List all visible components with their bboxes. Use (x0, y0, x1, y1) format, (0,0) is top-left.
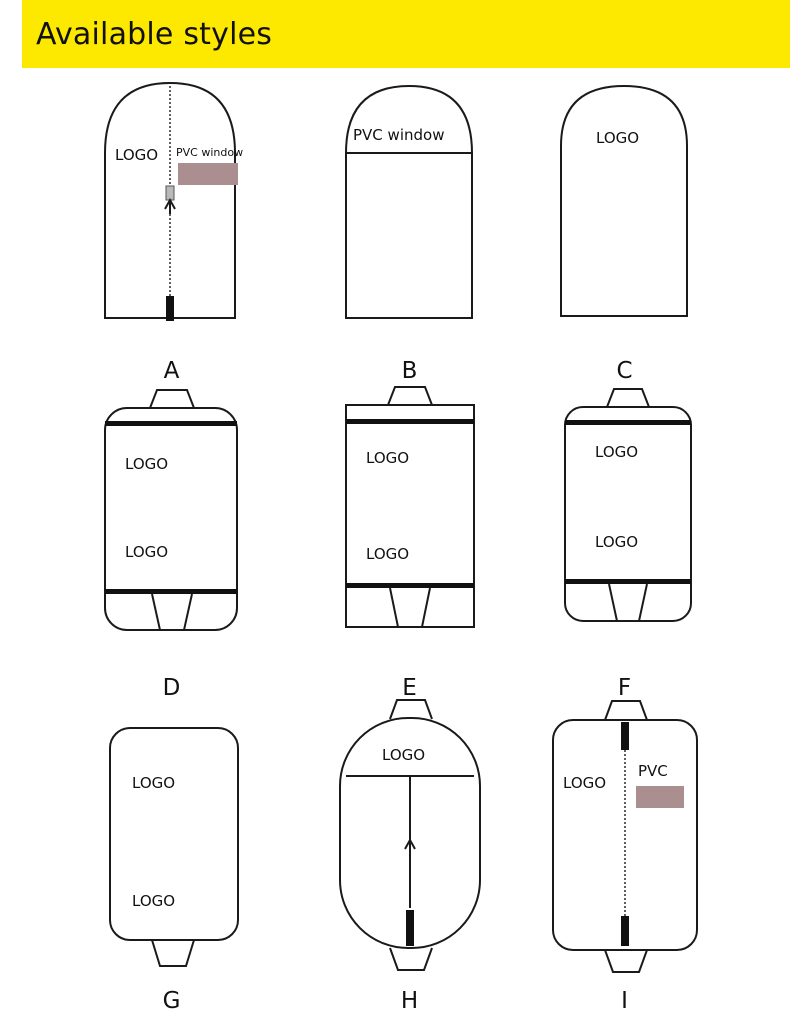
figure-f-logo-label-1: LOGO (595, 443, 639, 461)
figure-e-caption: E (402, 675, 417, 701)
style-cell-f (493, 385, 756, 707)
figure-f-caption: F (617, 675, 632, 701)
figure-g-logo-label-2: LOGO (132, 892, 176, 910)
figure-i-logo-label: LOGO (563, 774, 607, 792)
figure-e-logo-label-1: LOGO (366, 449, 410, 467)
figure-i (493, 698, 756, 978)
figure-a (40, 68, 303, 348)
figure-a-pvc-label: PVC window (176, 146, 244, 159)
figure-d (40, 385, 303, 665)
figure-i-pvc-label: PVC (638, 762, 668, 780)
figure-a-caption: A (163, 358, 180, 384)
style-cell-a (40, 68, 303, 390)
figure-d-logo-label-1: LOGO (125, 455, 169, 473)
figure-g-caption: G (162, 988, 181, 1014)
figure-c-logo-label: LOGO (596, 129, 640, 147)
figure-g (40, 698, 303, 978)
styles-grid (0, 68, 790, 1035)
figure-c (493, 68, 756, 348)
header-banner (22, 0, 790, 68)
style-cell-c (493, 68, 756, 390)
figure-i-caption: I (621, 988, 628, 1014)
figure-g-logo-label-1: LOGO (132, 774, 176, 792)
figure-h-caption: H (400, 988, 419, 1014)
figure-a-logo-label: LOGO (115, 146, 159, 164)
figure-h-logo-label: LOGO (382, 746, 426, 764)
style-cell-g (40, 698, 303, 1020)
figure-d-logo-label-2: LOGO (125, 543, 169, 561)
page-title: Available styles (36, 16, 273, 52)
style-cell-d (40, 385, 303, 707)
figure-f (493, 385, 756, 665)
figure-c-caption: C (616, 358, 633, 384)
figure-f-logo-label-2: LOGO (595, 533, 639, 551)
figure-d-caption: D (162, 675, 181, 701)
figure-e-logo-label-2: LOGO (366, 545, 410, 563)
figure-b-caption: B (401, 358, 418, 384)
style-cell-i (493, 698, 756, 1020)
figure-b-pvc-label: PVC window (353, 126, 445, 144)
